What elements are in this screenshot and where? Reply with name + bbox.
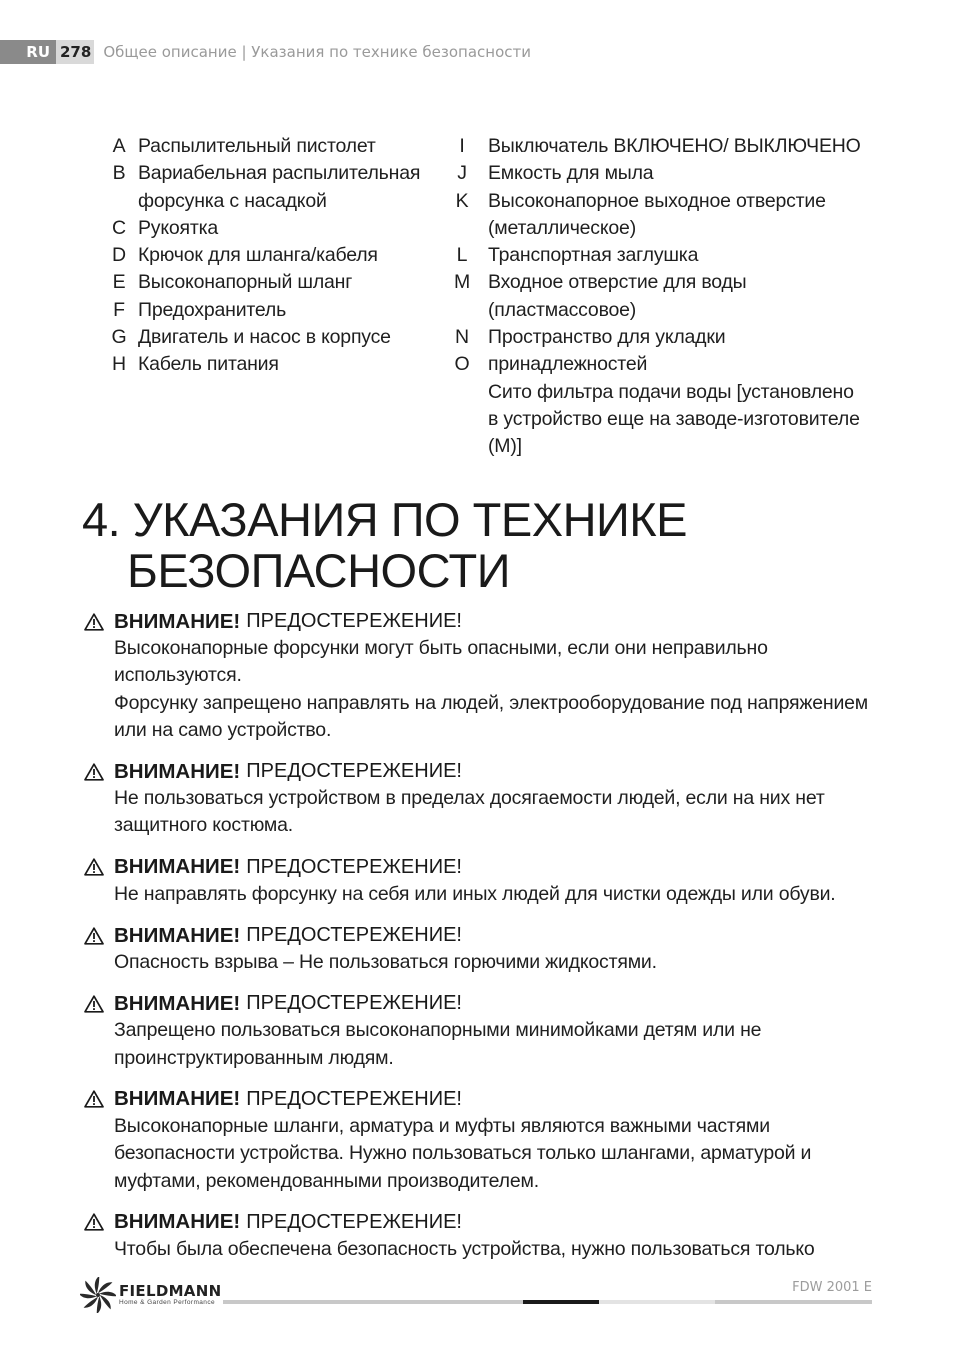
warning-text bbox=[114, 1017, 874, 1072]
warning-label: ВНИМАНИЕ! bbox=[114, 1210, 241, 1234]
legend-text bbox=[138, 133, 445, 160]
page-number: 278 bbox=[56, 40, 94, 64]
section-heading bbox=[82, 494, 687, 596]
warning-text-line: Не пользоваться устройством в пределах досягаемости людей, если на них нет bbox=[114, 787, 825, 810]
warning-label: ВНИМАНИЕ! bbox=[114, 855, 241, 879]
legend-key: F bbox=[113, 298, 125, 321]
warning-sublabel: ПРЕДОСТЕРЕЖЕНИЕ! bbox=[246, 1087, 462, 1110]
legend-text-line: Крючок для шланга/кабеля bbox=[138, 244, 378, 267]
legend-text bbox=[138, 324, 445, 351]
warning-heading bbox=[84, 990, 874, 1017]
legend-item-j bbox=[446, 160, 866, 187]
warning-triangle-icon bbox=[84, 763, 104, 781]
warning-sublabel: ПРЕДОСТЕРЕЖЕНИЕ! bbox=[246, 992, 462, 1015]
footer-line-light-left bbox=[223, 1300, 523, 1304]
legend-item-o bbox=[446, 351, 866, 460]
footer-line-light-right bbox=[715, 1300, 872, 1304]
legend-key: C bbox=[112, 216, 126, 239]
footer-line-light-mid bbox=[599, 1300, 715, 1304]
warning-text bbox=[114, 1113, 874, 1195]
legend-key: J bbox=[457, 162, 467, 185]
legend-text-line: Кабель питания bbox=[138, 353, 279, 376]
warning-sublabel: ПРЕДОСТЕРЕЖЕНИЕ! bbox=[246, 855, 462, 878]
brand-logo bbox=[80, 1277, 221, 1313]
warning-text-line: Высоконапорные шланги, арматура и муфты являются важными частями bbox=[114, 1114, 770, 1137]
legend-item-i bbox=[446, 133, 866, 160]
legend-key: N bbox=[455, 326, 469, 349]
warning-block bbox=[84, 1209, 874, 1263]
legend-text-line: Двигатель и насос в корпусе bbox=[138, 326, 391, 349]
legend-text-line: (пластмассовое) bbox=[488, 298, 637, 321]
legend-key: D bbox=[112, 244, 126, 267]
warning-triangle-icon bbox=[84, 1090, 104, 1108]
legend-text bbox=[138, 242, 445, 269]
legend-text bbox=[488, 133, 866, 160]
warning-triangle-icon bbox=[84, 995, 104, 1013]
legend-text bbox=[488, 269, 866, 324]
legend-text-line: Распылительный пистолет bbox=[138, 135, 376, 157]
warning-label: ВНИМАНИЕ! bbox=[114, 609, 241, 633]
warning-text bbox=[114, 635, 874, 744]
warning-text bbox=[114, 785, 874, 840]
warning-sublabel: ПРЕДОСТЕРЕЖЕНИЕ! bbox=[246, 610, 462, 632]
warning-label: ВНИМАНИЕ! bbox=[114, 923, 241, 947]
legend-item-l bbox=[446, 242, 866, 269]
warning-heading bbox=[84, 758, 874, 785]
legend-text bbox=[488, 188, 866, 243]
warning-text-line: используются. bbox=[114, 664, 242, 687]
warning-text-line: Высоконапорные форсунки могут быть опасными, если они неправильно bbox=[114, 637, 768, 659]
warning-heading bbox=[84, 854, 874, 881]
page-header bbox=[0, 40, 531, 64]
legend-item-b bbox=[100, 160, 445, 215]
warning-label: ВНИМАНИЕ! bbox=[114, 991, 241, 1015]
legend-key: K bbox=[455, 189, 469, 212]
legend-key: O bbox=[454, 353, 470, 376]
legend-text-line: (M)] bbox=[488, 435, 522, 458]
warning-text-line: Форсунку запрещено направлять на людей, электрооборудование под напряжением bbox=[114, 691, 868, 714]
legend-text-line: Емкость для мыла bbox=[488, 162, 654, 185]
legend-text bbox=[138, 351, 445, 378]
warning-text-line: Не направлять форсунку на себя или иных людей для чистки одежды или обуви. bbox=[114, 882, 836, 905]
legend-text bbox=[488, 160, 866, 187]
legend-item-g bbox=[100, 324, 445, 351]
model-number: FDW 2001 E bbox=[792, 1280, 872, 1295]
fieldmann-fan-logo-icon bbox=[80, 1277, 116, 1313]
section-heading-line1: 4. УКАЗАНИЯ ПО ТЕХНИКЕ bbox=[82, 493, 688, 546]
legend-key: G bbox=[111, 326, 127, 349]
parts-legend-left bbox=[100, 133, 445, 379]
legend-text bbox=[138, 297, 445, 324]
legend-text-line: Высоконапорный шланг bbox=[138, 271, 353, 294]
brand-tagline: Home & Garden Performance bbox=[119, 1298, 215, 1306]
warning-text-line: или на само устройство. bbox=[114, 718, 332, 741]
legend-item-k bbox=[446, 188, 866, 243]
legend-item-f bbox=[100, 297, 445, 324]
legend-text bbox=[488, 242, 866, 269]
legend-text-line: принадлежностей bbox=[488, 353, 648, 376]
warning-heading bbox=[84, 922, 874, 949]
warning-label: ВНИМАНИЕ! bbox=[114, 759, 241, 783]
warning-text-line: Запрещено пользоваться высоконапорными минимойками детям или не bbox=[114, 1019, 762, 1042]
warning-text-line: безопасности устройства. Нужно пользоваться только шлангами, арматурой и bbox=[114, 1142, 812, 1165]
warning-heading bbox=[84, 1086, 874, 1113]
legend-key: L bbox=[456, 244, 468, 267]
legend-item-n bbox=[446, 324, 866, 351]
warning-triangle-icon bbox=[84, 927, 104, 945]
legend-text-line: Транспортная заглушка bbox=[488, 244, 699, 267]
warning-text bbox=[114, 881, 874, 908]
legend-key: M bbox=[453, 271, 471, 294]
legend-text-line: Входное отверстие для воды bbox=[488, 271, 747, 294]
legend-text-line: Предохранитель bbox=[138, 298, 287, 321]
warning-text bbox=[114, 1236, 874, 1263]
legend-text bbox=[138, 160, 445, 215]
legend-key: I bbox=[459, 135, 465, 157]
legend-key: B bbox=[112, 162, 126, 185]
warning-text-line: Опасность взрыва – Не пользоваться горючими жидкостями. bbox=[114, 951, 657, 974]
legend-text-line: Выключатель ВКЛЮЧЕНО/ ВЫКЛЮЧЕНО bbox=[488, 135, 861, 157]
warning-sublabel: ПРЕДОСТЕРЕЖЕНИЕ! bbox=[246, 1210, 462, 1233]
legend-item-c bbox=[100, 215, 445, 242]
warning-block bbox=[84, 1086, 874, 1195]
warning-label: ВНИМАНИЕ! bbox=[114, 1087, 241, 1111]
legend-text bbox=[488, 324, 866, 351]
brand-name: FIELDMANN bbox=[119, 1281, 222, 1300]
legend-text-line: Высоконапорное выходное отверстие bbox=[488, 189, 826, 212]
legend-key: A bbox=[112, 135, 126, 157]
legend-item-m bbox=[446, 269, 866, 324]
warning-heading bbox=[84, 1209, 874, 1236]
warning-text-line: муфтами, рекомендованными производителем. bbox=[114, 1169, 539, 1192]
parts-legend-right bbox=[446, 133, 866, 461]
legend-text-line: Вариабельная распылительная bbox=[138, 162, 421, 185]
legend-text-line: форсунка с насадкой bbox=[138, 189, 327, 212]
warning-block bbox=[84, 854, 874, 908]
warning-triangle-icon bbox=[84, 1213, 104, 1231]
warnings-list bbox=[84, 608, 874, 1277]
legend-key: E bbox=[112, 271, 126, 294]
warning-triangle-icon bbox=[84, 613, 104, 631]
warning-heading bbox=[84, 608, 874, 635]
warning-block bbox=[84, 608, 874, 744]
warning-text bbox=[114, 949, 874, 976]
header-title: Общее описание | Указания по технике безопасности bbox=[103, 43, 531, 61]
warning-text-line: проинструктированным людям. bbox=[114, 1046, 394, 1069]
legend-text-line: Рукоятка bbox=[138, 216, 219, 239]
legend-text-line: Сито фильтра подачи воды [установлено bbox=[488, 380, 854, 403]
legend-item-h bbox=[100, 351, 445, 378]
legend-item-d bbox=[100, 242, 445, 269]
footer-line-dark bbox=[523, 1300, 599, 1304]
warning-text-line: Чтобы была обеспечена безопасность устройства, нужно пользоваться только bbox=[114, 1237, 815, 1260]
legend-text bbox=[138, 215, 445, 242]
legend-item-a bbox=[100, 133, 445, 160]
warning-block bbox=[84, 990, 874, 1072]
warning-sublabel: ПРЕДОСТЕРЕЖЕНИЕ! bbox=[246, 760, 462, 783]
legend-text-line: в устройство еще на заводе-изготовителе bbox=[488, 407, 860, 430]
warning-block bbox=[84, 758, 874, 840]
language-badge: RU bbox=[0, 40, 56, 64]
warning-sublabel: ПРЕДОСТЕРЕЖЕНИЕ! bbox=[246, 924, 462, 947]
legend-text-line: Пространство для укладки bbox=[488, 326, 726, 349]
warning-text-line: защитного костюма. bbox=[114, 814, 293, 837]
warning-triangle-icon bbox=[84, 858, 104, 876]
legend-text-line: (металлическое) bbox=[488, 216, 636, 239]
legend-text bbox=[138, 269, 445, 296]
section-heading-line2: БЕЗОПАСНОСТИ bbox=[127, 544, 510, 597]
legend-text bbox=[488, 351, 866, 460]
warning-block bbox=[84, 922, 874, 976]
legend-key: H bbox=[112, 353, 126, 376]
legend-item-e bbox=[100, 269, 445, 296]
